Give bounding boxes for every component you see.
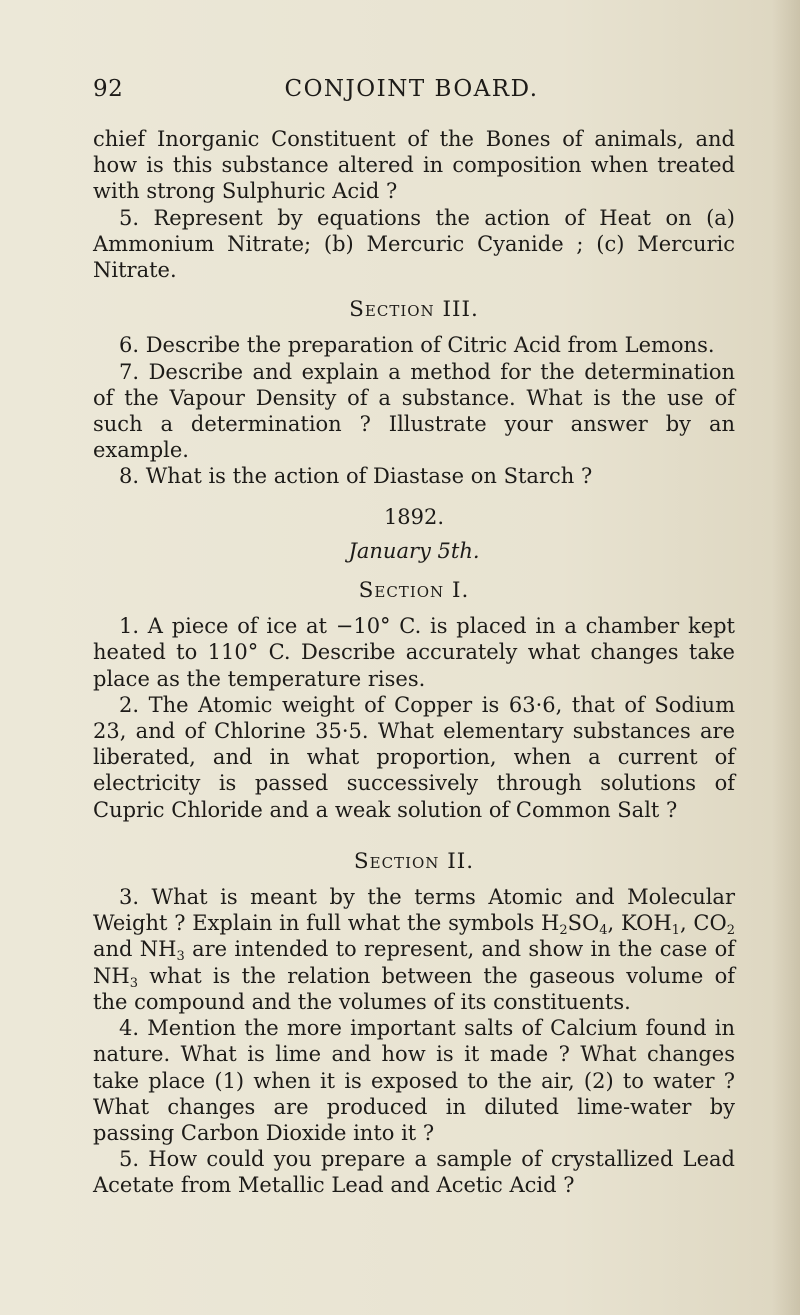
q3-text-1: 3. What is meant by the terms Atomic and Molecular Weight ? Explain in full what the symbols H xyxy=(93,885,735,936)
exam-date: January 5th. xyxy=(348,538,480,563)
page-number: 92 xyxy=(93,76,124,102)
running-title: CONJOINT BOARD. xyxy=(284,76,539,102)
section-2-heading: Section II. xyxy=(353,848,475,874)
section-1-heading: Section I. xyxy=(358,578,470,604)
question-5-first: 5. Represent by equations the action of Heat on (a) Ammonium Nitrate; (b) Mercuric Cyanide ; (c) Mercuric Nitrate. xyxy=(93,205,735,283)
continuation-paragraph: chief Inorganic Constituent of the Bones of animals, and how is this substance altered in composition when treated with strong Sulphuric Acid ? xyxy=(93,127,735,204)
q3-text-3: , KOH xyxy=(607,911,672,936)
question-2: 2. The Atomic weight of Copper is 63·6, that of Sodium 23, and of Chlorine 35·5. What elementary substances are liberated, and in what proportion, when a current of electricity is passed successively through solutions of Cupric Chloride and a weak solution of Common Salt ? xyxy=(93,692,735,822)
question-4: 4. Mention the more important salts of Calcium found in nature. What is lime and how is it made ? What changes take place (1) when it is exposed to the air, (2) to water ? What changes are produced in diluted lime-water by passing Carbon Dioxide into it ? xyxy=(93,1016,735,1145)
question-3 xyxy=(93,884,735,1015)
q3-sub-5: 3 xyxy=(176,949,185,965)
question-7: 7. Describe and explain a method for the determination of the Vapour Density of a substance. What is the use of such a determination ? Illustrate your answer by an example. xyxy=(93,359,735,463)
q3-text-4: , CO xyxy=(679,911,727,936)
q3-sub-3: 1 xyxy=(671,923,680,939)
exam-year: 1892. xyxy=(383,504,445,529)
q3-text-5: and NH xyxy=(93,937,177,962)
q3-text-2: SO xyxy=(567,911,600,936)
running-head xyxy=(93,76,730,112)
q3-text-6: are intended to represent, and show in the case of NH xyxy=(93,937,735,988)
q3-sub-1: 2 xyxy=(559,923,568,939)
question-1: 1. A piece of ice at −10° C. is placed in a chamber kept heated to 110° C. Describe accurately what changes take place as the temperature rises. xyxy=(93,614,735,691)
q3-sub-6: 3 xyxy=(129,975,138,991)
q3-sub-2: 4 xyxy=(599,923,608,939)
q3-text-7: what is the relation between the gaseous volume of the compound and the volumes of its constituents. xyxy=(93,963,735,1014)
question-6: 6. Describe the preparation of Citric Acid from Lemons. xyxy=(119,333,715,358)
question-8: 8. What is the action of Diastase on Starch ? xyxy=(119,464,593,489)
question-5-second: 5. How could you prepare a sample of crystallized Lead Acetate from Metallic Lead and Acetic Acid ? xyxy=(93,1147,735,1198)
section-3-heading: Section III. xyxy=(349,297,479,323)
page-body xyxy=(93,126,735,1199)
q3-sub-4: 2 xyxy=(726,923,735,939)
